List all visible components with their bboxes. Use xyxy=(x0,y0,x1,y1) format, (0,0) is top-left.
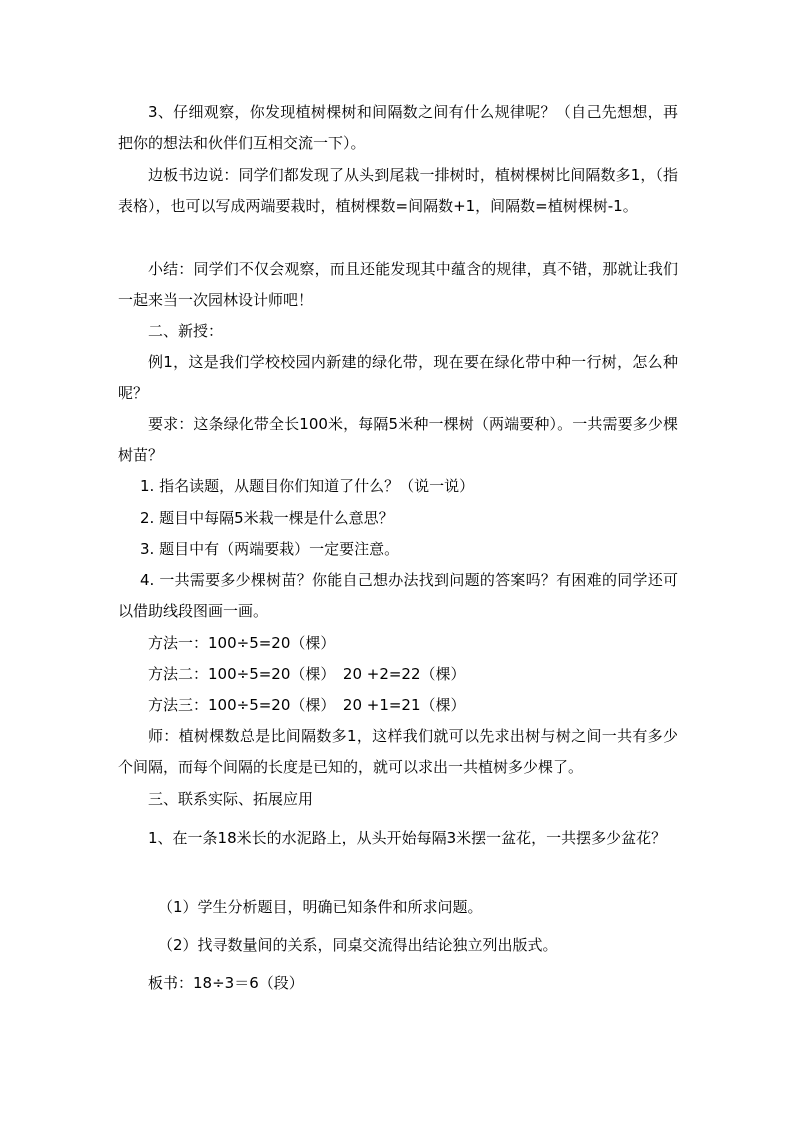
step-2: （2）找寻数量间的关系，同桌交流得出结论独立列出版式。 xyxy=(158,936,558,954)
paragraph-observe-question: 3、仔细观察，你发现植树棵树和间隔数之间有什么规律呢？（自己先想想，再把你的想法和伙伴们互相交流一下）。 xyxy=(118,103,678,152)
section-heading-new-lesson: 二、新授： xyxy=(148,322,224,340)
board-writing: 板书：18÷3＝6（段） xyxy=(148,974,304,992)
step-1: （1）学生分析题目，明确已知条件和所求问题。 xyxy=(158,898,483,916)
paragraph-teacher-explanation: 师：植树棵数总是比间隔数多1，这样我们就可以先求出树与树之间一共有多少个间隔，而每个间隔的长度是已知的，就可以求出一共植树多少棵了。 xyxy=(118,727,678,776)
method-2: 方法二：100÷5=20（棵） 20 +2=22（棵） xyxy=(148,665,466,683)
list-item-4: 4. 一共需要多少棵树苗？你能自己想办法找到问题的答案吗？有困难的同学还可以借助线段图画一画。 xyxy=(118,571,678,620)
list-item-3: 3. 题目中有（两端要栽）一定要注意。 xyxy=(140,540,400,558)
paragraph-requirement: 要求：这条绿化带全长100米，每隔5米种一棵树（两端要种）。一共需要多少棵树苗？ xyxy=(118,415,678,464)
method-3: 方法三：100÷5=20（棵） 20 +1=21（棵） xyxy=(148,696,466,714)
list-item-2: 2. 题目中每隔5米栽一棵是什么意思？ xyxy=(140,509,394,527)
section-heading-application: 三、联系实际、拓展应用 xyxy=(148,790,314,808)
list-item-1: 1. 指名读题，从题目你们知道了什么？（说一说） xyxy=(140,477,475,495)
paragraph-board-explanation: 边板书边说：同学们都发现了从头到尾栽一排树时，植树棵树比间隔数多1，（指表格），也可以写成两端要栽时，植树棵数=间隔数+1，间隔数=植树棵树-1。 xyxy=(118,166,678,215)
method-1: 方法一：100÷5=20（棵） xyxy=(148,634,336,652)
paragraph-summary: 小结：同学们不仅会观察，而且还能发现其中蕴含的规律，真不错，那就让我们一起来当一次园林设计师吧！ xyxy=(118,260,678,309)
paragraph-example-1: 例1，这是我们学校校园内新建的绿化带，现在要在绿化带中种一行树，怎么种呢？ xyxy=(118,353,678,402)
paragraph-application-1: 1、在一条18米长的水泥路上，从头开始每隔3米摆一盆花，一共摆多少盆花？ xyxy=(148,829,667,847)
